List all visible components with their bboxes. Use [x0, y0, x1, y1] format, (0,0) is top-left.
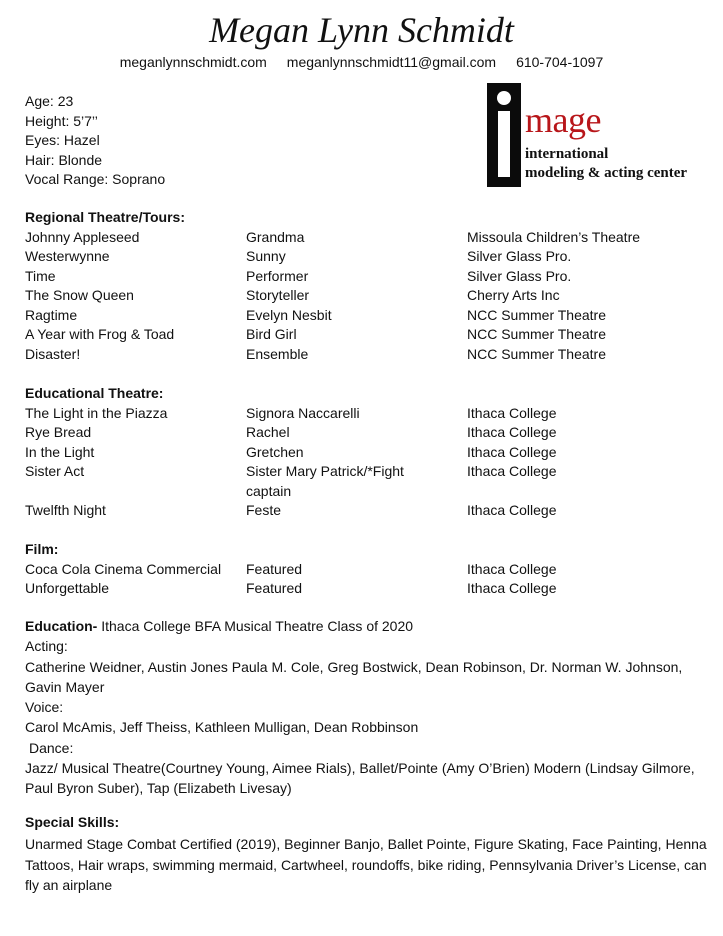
show-title: Coca Cola Cinema Commercial: [25, 560, 222, 577]
show-title: Twelfth Night: [25, 502, 106, 518]
role: Featured: [246, 580, 303, 596]
website-text: meganlynnschmidt.com: [119, 54, 267, 70]
credit-row: [25, 443, 705, 463]
role: Signora Naccarelli: [246, 404, 360, 421]
company: Silver Glass Pro.: [467, 248, 572, 264]
section-title: Educational Theatre:: [25, 385, 164, 401]
hair-text: Hair: Blonde: [25, 151, 103, 168]
dance-teachers: Jazz/ Musical Theatre(Courtney Young, Aimee Rials), Ballet/Pointe (Amy O’Brien) Modern (Lindsay Gilmore, Paul Byron Suber), Tap (Elizabeth Livesay): [25, 760, 695, 797]
credit-row: [25, 404, 705, 424]
logo-i-mark: [487, 83, 521, 187]
role: Ensemble: [246, 345, 309, 362]
role: Gretchen: [246, 443, 304, 460]
regional-theatre-section: [25, 208, 705, 364]
company: Ithaca College: [467, 443, 557, 460]
special-skills-section: [25, 812, 715, 895]
credit-row: [25, 306, 705, 326]
education-section: [25, 616, 705, 799]
logo-mage-text: mage: [525, 100, 601, 140]
email-text: meganlynnschmidt11@gmail.com: [286, 54, 497, 70]
credit-row: [25, 462, 705, 501]
show-title: Ragtime: [25, 306, 78, 323]
credit-row: [25, 286, 705, 306]
eyes-text: Eyes: Hazel: [25, 132, 100, 148]
company: NCC Summer Theatre: [467, 306, 607, 323]
education-degree-line: [25, 616, 705, 636]
acting-label: Acting:: [25, 638, 68, 655]
role: Sunny: [246, 248, 286, 264]
company: NCC Summer Theatre: [467, 326, 607, 342]
show-title: A Year with Frog & Toad: [25, 326, 175, 342]
show-title: Time: [25, 267, 56, 284]
company: Ithaca College: [467, 424, 557, 440]
role: Performer: [246, 267, 309, 284]
company: Ithaca College: [467, 560, 557, 577]
logo-international-text: international: [525, 146, 609, 162]
company: Ithaca College: [467, 404, 557, 421]
role: Evelyn Nesbit: [246, 306, 332, 323]
show-title: In the Light: [25, 443, 95, 460]
acting-teachers: Catherine Weidner, Austin Jones Paula M. Cole, Greg Bostwick, Dean Robinson, Dr. Norman W. Johnson, Gavin Mayer: [25, 658, 683, 695]
role: Rachel: [246, 424, 290, 440]
image-international-logo: [487, 83, 702, 189]
show-title: Unforgettable: [25, 580, 110, 596]
company: Cherry Arts Inc: [467, 287, 560, 303]
film-section: [25, 540, 705, 599]
credit-row: [25, 560, 705, 580]
role: Feste: [246, 502, 282, 518]
company: NCC Summer Theatre: [467, 345, 607, 362]
resume-name: Megan Lynn Schmidt: [209, 10, 514, 50]
credit-row: [25, 579, 705, 599]
logo-tagline-text: modeling & acting center: [525, 165, 688, 181]
dance-label: Dance:: [29, 739, 74, 756]
show-title: Rye Bread: [25, 424, 92, 440]
personal-details: [25, 92, 165, 190]
company: Silver Glass Pro.: [467, 267, 572, 284]
role: Grandma: [246, 228, 305, 245]
show-title: Sister Act: [25, 463, 85, 479]
age-text: Age: 23: [25, 93, 74, 109]
contact-line: [0, 53, 723, 71]
credit-row: [25, 345, 705, 365]
show-title: Disaster!: [25, 345, 81, 362]
credit-row: [25, 501, 705, 521]
skills-text: Unarmed Stage Combat Certified (2019), Beginner Banjo, Ballet Pointe, Figure Skating, Face Painting, Henna Tattoos, Hair wraps, swimming mermaid, Cartwheel, roundoffs, bike riding, Pennsylvania Driver’s License, can fly an airplane: [25, 836, 707, 893]
company: Ithaca College: [467, 502, 557, 518]
show-title: Westerwynne: [25, 248, 110, 264]
show-title: The Light in the Piazza: [25, 404, 168, 421]
educational-theatre-section: [25, 384, 705, 521]
show-title: The Snow Queen: [25, 287, 134, 303]
voice-teachers: Carol McAmis, Jeff Theiss, Kathleen Mulligan, Dean Robbinson: [25, 719, 419, 736]
credit-row: [25, 325, 705, 345]
credit-row: [25, 247, 705, 267]
section-title: Special Skills:: [25, 814, 120, 830]
role: Storyteller: [246, 287, 310, 303]
company: Ithaca College: [467, 463, 557, 479]
vocal-range-text: Vocal Range: Soprano: [25, 171, 166, 187]
height-text: Height: 5’7’’: [25, 112, 98, 129]
phone-text: 610-704-1097: [516, 54, 604, 70]
voice-label: Voice:: [25, 699, 64, 716]
section-title: Film:: [25, 541, 59, 557]
company: Ithaca College: [467, 580, 557, 596]
credit-row: [25, 423, 705, 443]
credit-row: [25, 267, 705, 287]
credit-row: [25, 228, 705, 248]
role: Sister Mary Patrick/*Fight captain: [246, 463, 404, 499]
education-label: Education-: [25, 618, 98, 634]
show-title: Johnny Appleseed: [25, 228, 140, 245]
company: Missoula Children’s Theatre: [467, 228, 641, 245]
section-title: Regional Theatre/Tours:: [25, 209, 185, 225]
role: Featured: [246, 560, 303, 577]
role: Bird Girl: [246, 326, 297, 342]
education-degree: Ithaca College BFA Musical Theatre Class of 2020: [97, 618, 414, 634]
